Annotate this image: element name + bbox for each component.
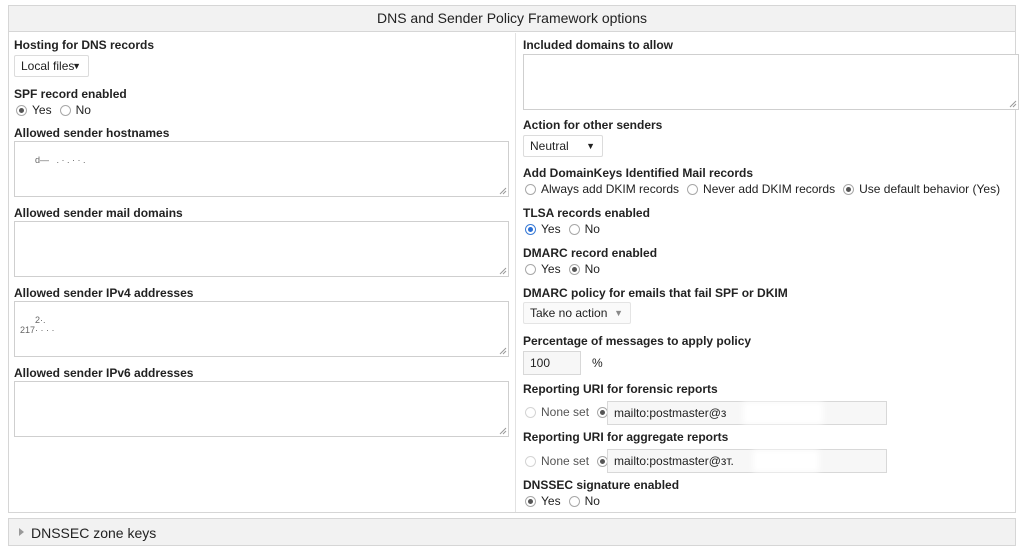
dkim-default-radio[interactable] [843, 184, 854, 195]
hostnames-label: Allowed sender hostnames [14, 126, 170, 140]
dmarc-policy-select[interactable] [523, 302, 631, 324]
aggregate-uri-input[interactable] [607, 449, 887, 473]
percentage-label: Percentage of messages to apply policy [523, 334, 752, 348]
caret-down-icon: ▼ [614, 308, 623, 318]
ipv4-textarea[interactable] [14, 301, 509, 357]
caret-down-icon: ▼ [586, 141, 595, 151]
dnssec-yes-radio[interactable] [525, 496, 536, 507]
forensic-radio-group [525, 405, 613, 419]
ipv4-label: Allowed sender IPv4 addresses [14, 286, 194, 300]
dkim-always-radio[interactable] [525, 184, 536, 195]
dmarc-radio-group [525, 262, 608, 276]
dmarc-label: DMARC record enabled [523, 246, 658, 260]
resize-grip-icon[interactable] [498, 186, 507, 195]
percentage-unit: % [592, 356, 603, 370]
hosting-select[interactable] [14, 55, 89, 77]
redaction-blur [757, 454, 815, 468]
forensic-label: Reporting URI for forensic reports [523, 382, 718, 396]
ipv6-textarea[interactable] [14, 381, 509, 437]
spf-yes-radio[interactable] [16, 105, 27, 116]
tlsa-yes-label: Yes [541, 222, 561, 236]
right-column [517, 33, 1015, 512]
dmarc-no-radio[interactable] [569, 264, 580, 275]
dnssec-no-label: No [584, 494, 600, 508]
mail-domains-label: Allowed sender mail domains [14, 206, 183, 220]
included-textarea[interactable] [523, 54, 1019, 110]
dkim-radio-group [525, 182, 1008, 196]
resize-grip-icon[interactable] [498, 266, 507, 275]
dkim-never-label: Never add DKIM records [703, 182, 836, 196]
spf-radio-group [16, 103, 99, 117]
action-select-value: Neutral [530, 139, 569, 153]
dmarc-policy-label: DMARC policy for emails that fail SPF or DKIM [523, 286, 788, 300]
spf-no-label: No [75, 103, 91, 117]
dnssec-label: DNSSEC signature enabled [523, 478, 680, 492]
dkim-never-radio[interactable] [687, 184, 698, 195]
tlsa-no-radio[interactable] [569, 224, 580, 235]
resize-grip-icon[interactable] [498, 346, 507, 355]
aggregate-none-radio[interactable] [525, 456, 536, 467]
spf-yes-label: Yes [32, 103, 52, 117]
action-select[interactable] [523, 135, 603, 157]
hosting-select-value: Local files [21, 59, 75, 73]
dnssec-no-radio[interactable] [569, 496, 580, 507]
dmarc-policy-value: Take no action [530, 306, 608, 320]
hostnames-textarea[interactable] [14, 141, 509, 197]
tlsa-no-label: No [584, 222, 600, 236]
dkim-label: Add DomainKeys Identified Mail records [523, 166, 754, 180]
tlsa-radio-group [525, 222, 608, 236]
hosting-label: Hosting for DNS records [14, 38, 155, 52]
percentage-input[interactable] [523, 351, 581, 375]
dmarc-yes-label: Yes [541, 262, 561, 276]
percentage-value: 100 [530, 356, 551, 370]
forensic-none-label: None set [541, 405, 590, 419]
hostnames-value: d— . · . · · . [35, 155, 86, 165]
aggregate-none-label: None set [541, 454, 590, 468]
dnssec-radio-group [525, 494, 608, 508]
action-label: Action for other senders [523, 118, 663, 132]
aggregate-uri-value: mailto:postmaster@зт. [614, 454, 734, 468]
dkim-default-label: Use default behavior (Yes) [859, 182, 1001, 196]
spf-label: SPF record enabled [14, 87, 127, 101]
expand-triangle-icon[interactable] [19, 528, 24, 536]
forensic-none-radio[interactable] [525, 407, 536, 418]
dnssec-zone-keys-label: DNSSEC zone keys [31, 525, 157, 541]
dmarc-yes-radio[interactable] [525, 264, 536, 275]
ipv4-value: 2·. 217· · · · [20, 315, 55, 335]
forensic-uri-value: mailto:postmaster@з [614, 406, 727, 420]
caret-down-icon: ▼ [72, 61, 81, 71]
aggregate-label: Reporting URI for aggregate reports [523, 430, 729, 444]
panel-title: DNS and Sender Policy Framework options [9, 6, 1015, 32]
aggregate-radio-group [525, 454, 613, 468]
dkim-always-label: Always add DKIM records [541, 182, 680, 196]
dmarc-no-label: No [584, 262, 600, 276]
left-column [9, 33, 516, 512]
resize-grip-icon[interactable] [1008, 99, 1017, 108]
tlsa-label: TLSA records enabled [523, 206, 650, 220]
resize-grip-icon[interactable] [498, 426, 507, 435]
dnssec-zone-keys-section[interactable] [8, 518, 1016, 546]
spf-no-radio[interactable] [60, 105, 71, 116]
mail-domains-textarea[interactable] [14, 221, 509, 277]
dnssec-yes-label: Yes [541, 494, 561, 508]
ipv6-label: Allowed sender IPv6 addresses [14, 366, 194, 380]
dns-spf-options-panel [8, 5, 1016, 513]
included-label: Included domains to allow [523, 38, 674, 52]
redaction-blur [747, 406, 819, 420]
tlsa-yes-radio[interactable] [525, 224, 536, 235]
